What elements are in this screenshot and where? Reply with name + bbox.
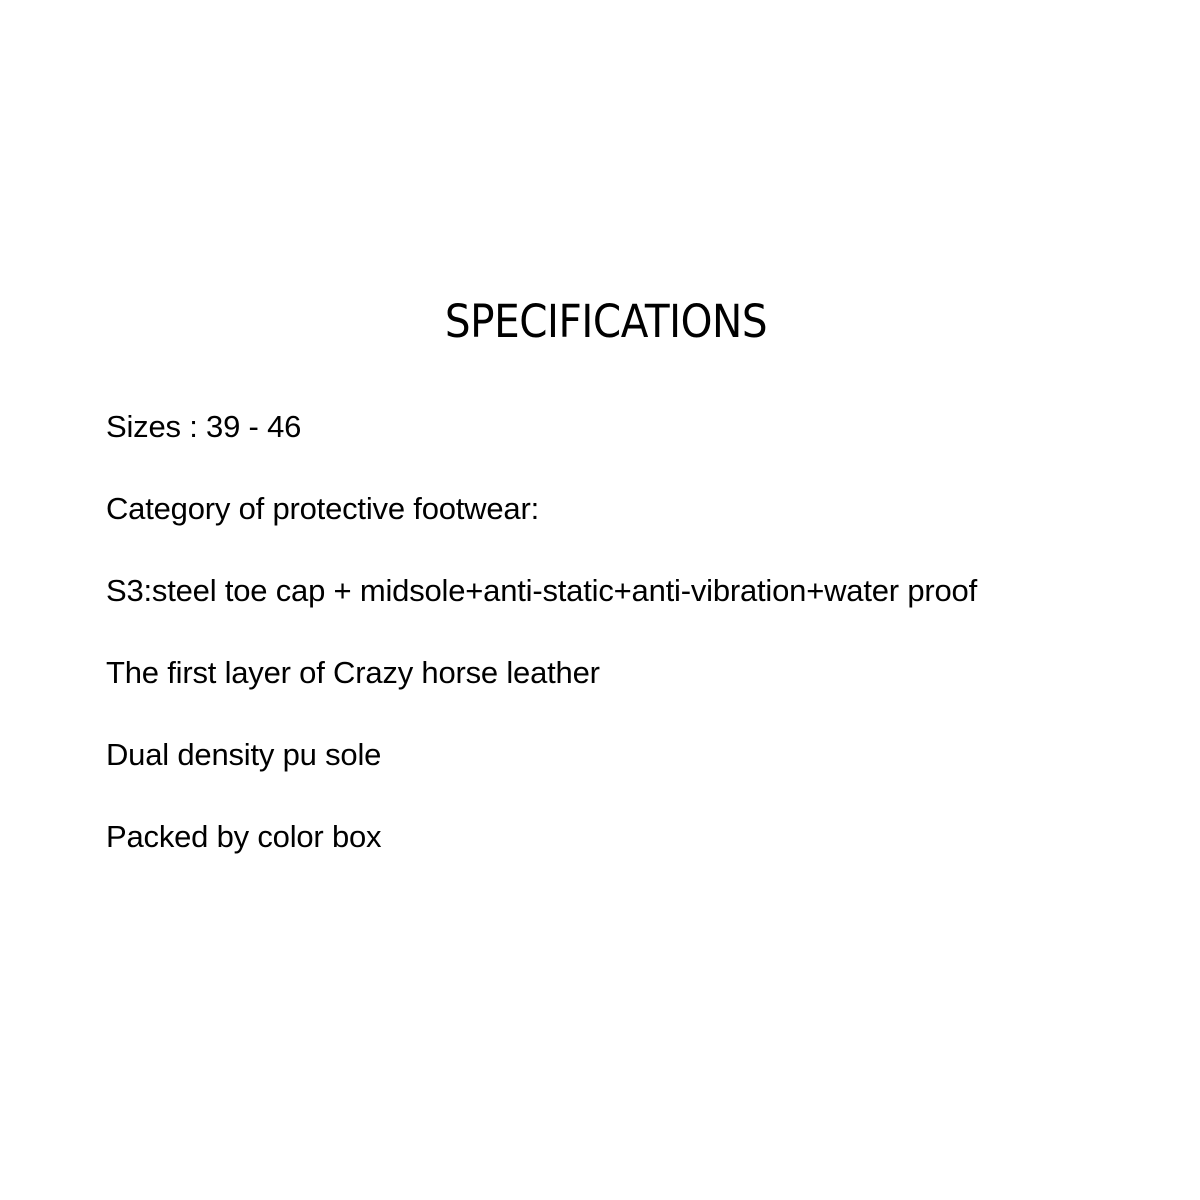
spec-leather: The first layer of Crazy horse leather [106, 655, 600, 690]
spec-sizes: Sizes : 39 - 46 [106, 409, 302, 444]
spec-s3-features: S3:steel toe cap + midsole+anti-static+anti-vibration+water proof [106, 573, 977, 608]
page-title: SPECIFICATIONS [444, 295, 768, 348]
spec-sole: Dual density pu sole [106, 737, 382, 772]
specifications-list [106, 404, 1186, 896]
spec-category: Category of protective footwear: [106, 491, 539, 526]
spec-packaging: Packed by color box [106, 819, 382, 854]
